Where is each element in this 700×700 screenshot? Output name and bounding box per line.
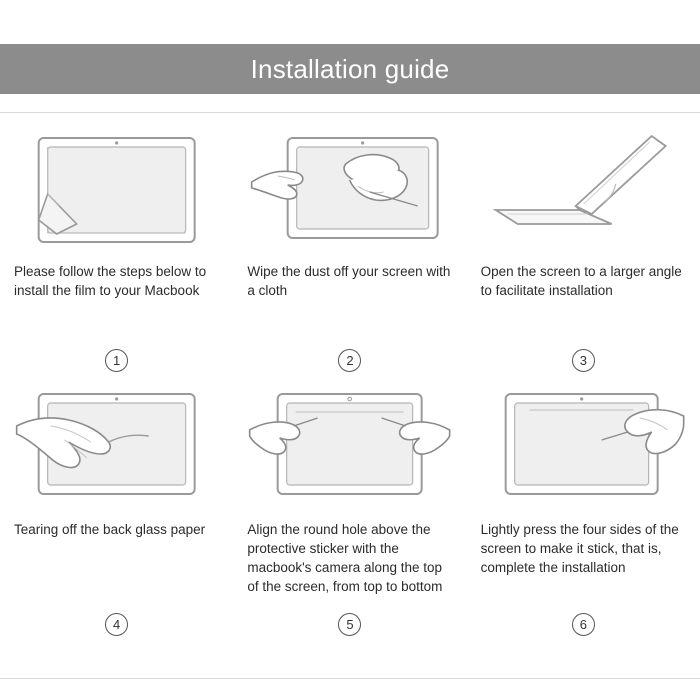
step-1-illustration xyxy=(14,128,219,248)
step-3-number xyxy=(467,349,700,372)
step-number-badge: 1 xyxy=(105,349,128,372)
step-4-illustration xyxy=(14,386,219,506)
step-3-illustration xyxy=(481,128,686,248)
step-5-illustration xyxy=(247,386,452,506)
step-number-badge: 5 xyxy=(338,613,361,636)
step-2-number xyxy=(233,349,466,372)
step-5-caption: Align the round hole above the protective sticker with the macbook's camera along the top of the screen, from top to bottom xyxy=(247,522,443,594)
step-card-3 xyxy=(467,120,700,378)
step-number-badge: 6 xyxy=(572,613,595,636)
step-number-badge: 4 xyxy=(105,613,128,636)
step-3-caption: Open the screen to a larger angle to facilitate installation xyxy=(480,264,682,298)
step-1-caption: Please follow the steps below to install the film to your Macbook xyxy=(14,264,207,298)
step-card-4 xyxy=(0,378,233,646)
step-6-caption: Lightly press the four sides of the screen to make it stick, that is, complete the installation xyxy=(480,522,679,575)
step-card-2 xyxy=(233,120,466,378)
divider-bottom xyxy=(0,678,700,679)
step-number-badge: 3 xyxy=(572,349,595,372)
step-card-6 xyxy=(467,378,700,646)
step-4-caption: Tearing off the back glass paper xyxy=(14,522,206,537)
step-card-1 xyxy=(0,120,233,378)
step-6-number xyxy=(467,613,700,636)
step-4-number xyxy=(0,613,233,636)
step-2-caption: Wipe the dust off your screen with a cloth xyxy=(247,264,451,298)
step-6-illustration xyxy=(481,386,686,506)
step-number-badge: 2 xyxy=(338,349,361,372)
step-2-illustration xyxy=(247,128,452,248)
steps-grid xyxy=(0,120,700,670)
divider-top xyxy=(0,112,700,113)
top-whitespace xyxy=(0,0,700,37)
step-1-number xyxy=(0,349,233,372)
step-card-5 xyxy=(233,378,466,646)
step-5-number xyxy=(233,613,466,636)
page-title: Installation guide xyxy=(250,54,450,84)
